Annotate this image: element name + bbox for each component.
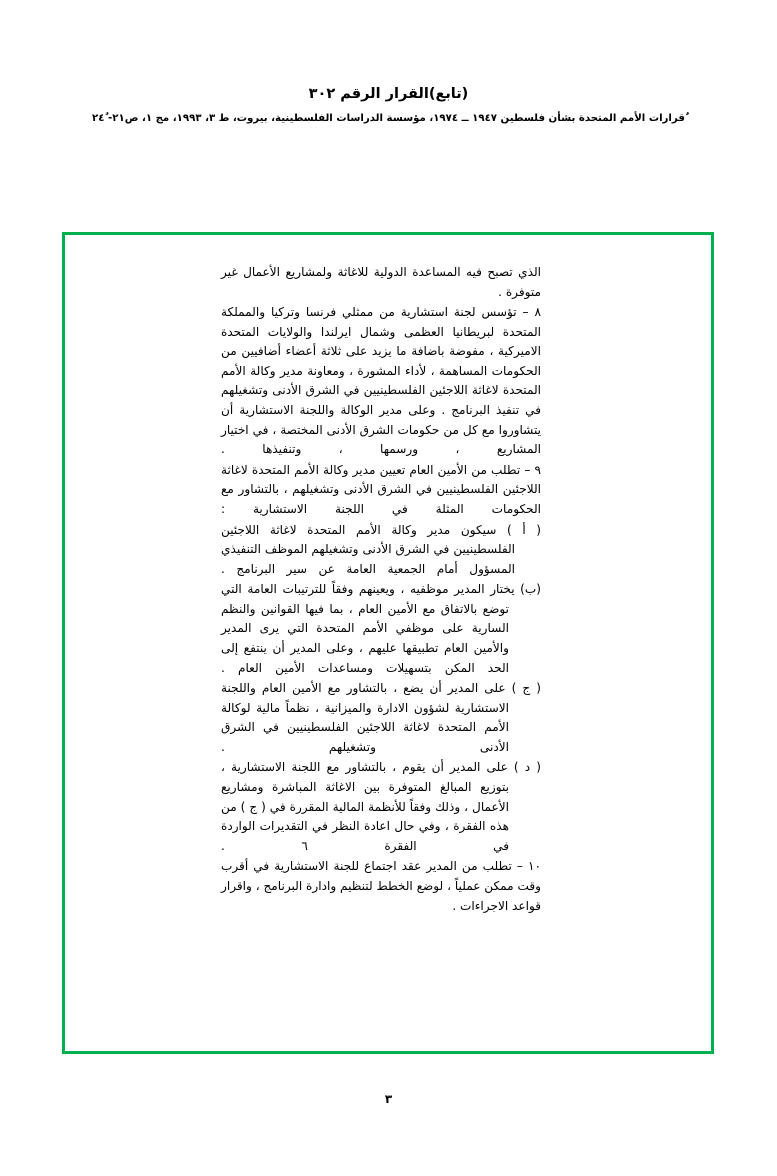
paragraph: ١٠ – تطلب من المدير عقد اجتماع للجنة الاستشارية في أقرب وقت ممكن عملياً ، لوضع الخطط لتنظيم وادارة البرنامج ، واقرار قواعد الاجراءات . <box>221 859 541 913</box>
source-citation: ٌقرارات الأمم المتحدة بشأن فلسطين ١٩٤٧ ــ ١٩٧٤، مؤسسة الدراسات الفلسطينية، بيروت، ط ٣، ١٩٩٣، مج ١، ص٢١- ٢٤ٌ <box>92 113 685 125</box>
paragraph: ( أ ) سيكون مدير وكالة الأمم المتحدة لاغاثة اللاجئين الفلسطينيين في الشرق الأدنى وتشغيلهم الموظف التنفيذي المسؤول أمام الجمعية العامة عن سير البرنامج . <box>221 522 541 576</box>
content-frame <box>62 232 714 1054</box>
paragraph: ٩ – تطلب من الأمين العام تعيين مدير وكالة الأمم المتحدة لاغاثة اللاجئين الفلسطينيين في الشرق الأدنى وتشغيلهم ، بالتشاور مع الحكومات المثلة في اللجنة الاستشارية : <box>221 462 541 516</box>
page-number: ٣ <box>384 1092 393 1106</box>
document-body <box>221 263 541 917</box>
paragraph: ٨ – تؤسس لجنة استشارية من ممثلي فرنسا وتركيا والمملكة المتحدة لبريطانيا العظمى وشمال ايرلندا والولايات المتحدة الاميركية ، مفوضة باضافة ما يزيد على ثلاثة أعضاء أضافيين من الحكومات المساهمة ، لأداء المشورة ، ومعاونة مدير وكالة الأمم المتحدة لاغاثة اللاجئين الفلسطينيين في الشرق الأدنى وتشغيلهم في تنفيذ البرنامج . وعلى مدير الوكالة واللجنة الاستشارية أن يتشاوروا مع كل من حكومات الشرق الأدنى المختصة ، في اختيار المشاريع ، ورسمها ، وتنفيذها . <box>221 305 541 457</box>
page-title: (تابع)القرار الرقم ٣٠٢ <box>308 86 469 102</box>
paragraph: (ب) يختار المدير موظفيه ، ويعينهم وفقاً للترتيبات العامة التي توضع بالاتفاق مع الأمين العام ، بما فيها القوانين والنظم السارية على موظفي الأمم المتحدة التي يرى المدير والأمين العام تطبيقها عليهم ، وعلى المدير أن ينتفع إلى الحد المكن بتسهيلات ومساعدات الأمين العام . <box>221 582 541 675</box>
document-header <box>0 84 777 124</box>
paragraph: ( ج ) على المدير أن يضع ، بالتشاور مع الأمين العام واللجنة الاستشارية لشؤون الادارة والميزانية ، نظماً مالية لوكالة الأمم المتحدة لاغاثة اللاجئين الفلسطينيين في الشرق الأدنى وتشغيلهم . <box>221 681 541 754</box>
paragraph: ( د ) على المدير أن يقوم ، بالتشاور مع اللجنة الاستشارية ، بتوزيع المبالغ المتوفرة بين الاغاثة المباشرة ومشاريع الأعمال ، وذلك وفقاً للأنظمة المالية المقررة في ( ج ) من هذه الفقرة ، وفي حال اعادة النظر في التقديرات الواردة في الفقرة ٦ . <box>221 760 541 853</box>
paragraph: الذي تصبح فيه المساعدة الدولية للاغاثة ولمشاريع الأعمال غير متوفرة . <box>221 265 541 299</box>
document-page <box>0 84 777 1176</box>
